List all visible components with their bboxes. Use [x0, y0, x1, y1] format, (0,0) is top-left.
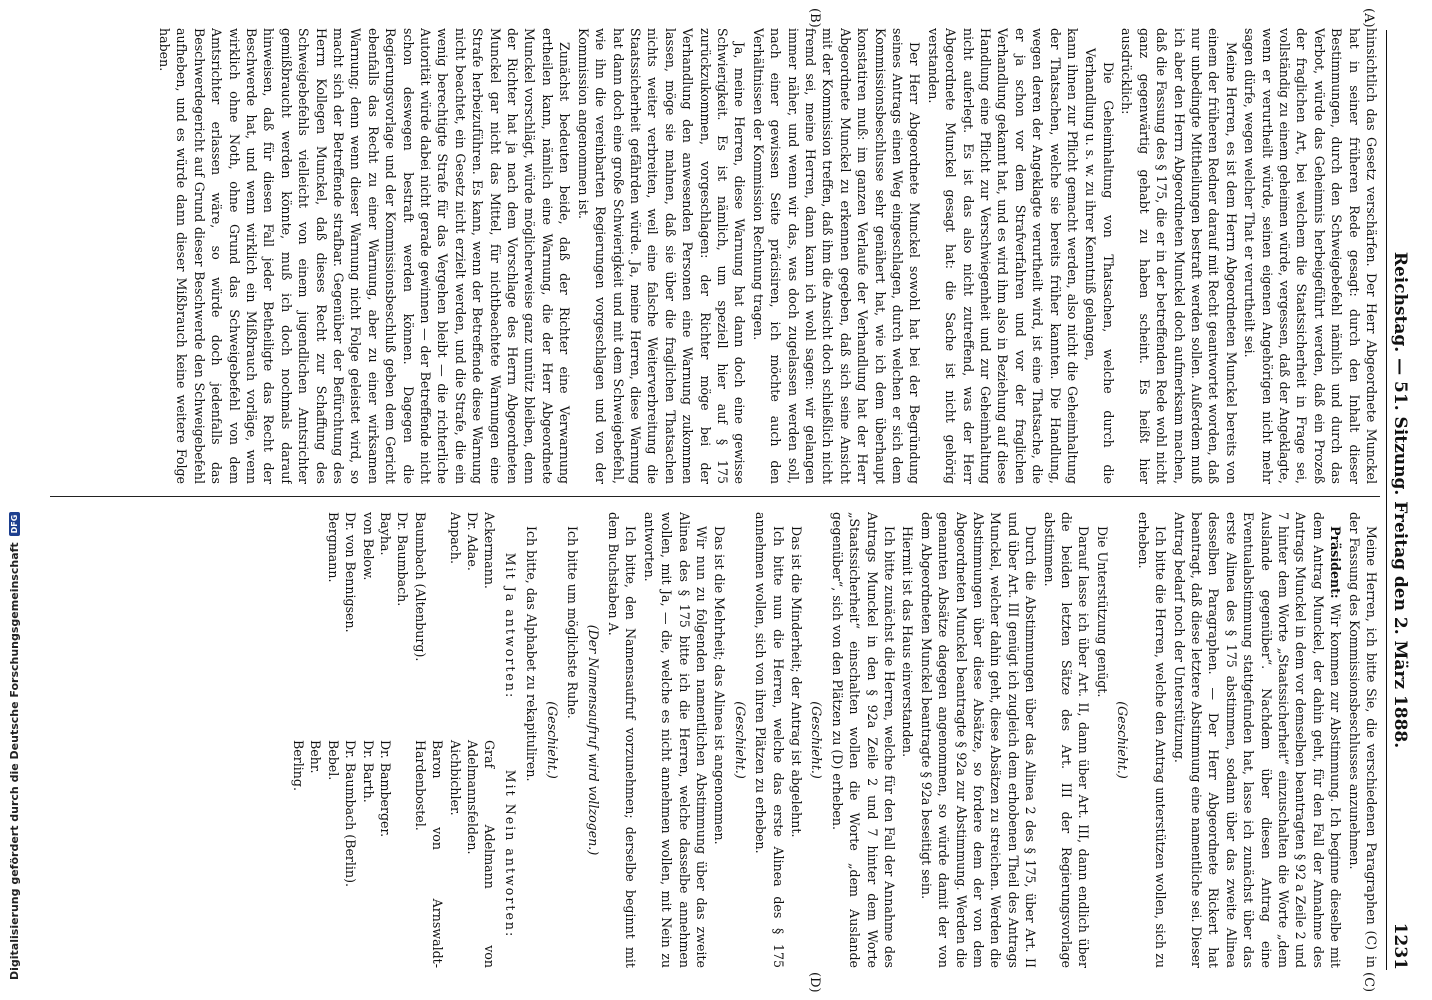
name-entry: Graf Adelmann von Adelmannsfelden.	[465, 740, 498, 968]
ja-heading: Mit Ja antworten:	[502, 552, 518, 700]
page-header	[1388, 30, 1422, 970]
marker-a: (A)	[1361, 8, 1376, 28]
stage-direction: (Geschieht.)	[732, 701, 748, 779]
name-entry: Baumbach (Altenburg).	[412, 512, 428, 662]
paragraph: Wir nun zu folgenden namentlichen Abstimmung über das zweite Alinea des § 175 bitte ich die Herren, welche dasselbe annehmen wollen, mit Ja, — die, welche es nicht annehmen wollen, mit Nein zu antworten.	[641, 512, 709, 968]
paragraph: Das ist die Mehrheit; das Alinea ist angenommen.	[712, 526, 728, 845]
name-entry: Dr. Barth.	[360, 740, 376, 803]
paragraph: kann ihnen zur Pflicht gemacht werden, also nicht die Geheimhaltung der Thatsachen, welche sie bereits früher kannten. Die Handlung, wegen deren der Angeklagte verurtheilt wird, ist eine Thatsache, die er ja schon vor dem Strafverfahren und vor der fraglichen Verhandlung gekannt hat, und es wird ihm also in Beziehung auf diese Handlung eine Pflicht zur Verschwiegenheit und zur Geheimhaltung nicht auferlegt. Es ist das also nicht zutreffend, was der Herr Abgeordnete Munckel gesagt hat: die Sache ist nicht gehörig verstanden.	[925, 28, 1081, 484]
speaker-label: Präsident:	[1328, 526, 1344, 599]
paragraph: Ich bitte um möglichste Ruhe.	[565, 526, 581, 719]
paragraph: Hiermit ist das Haus einverstanden.	[900, 526, 916, 758]
footer-text: Digitalisierung gefördert durch die Deutsche Forschungsgemeinschaft	[7, 542, 21, 980]
digitization-footer	[4, 30, 24, 990]
name-entry	[429, 512, 446, 740]
paragraph: Darauf lasse ich über Art. II, dann über Art. III, dann endlich über die beiden letzten Sätze des Art. III der Regierungsvorlage abstimmen.	[1041, 512, 1092, 968]
column-right	[60, 512, 1380, 968]
page-title: Reichstag. — 51. Sitzung. Freitag den 2. März 1888.	[1390, 251, 1410, 749]
name-entry: Dr. Bamberger.	[378, 740, 394, 838]
dfg-logo: DFG	[9, 512, 20, 537]
paragraph: Zunächst bedeuten beide, daß der Richter eine Verwarnung ertheilen kann, nämlich eine Warnung, die der Herr Abgeordnete Munckel vorschlägt, würde möglicherweise ganz unnütz bleiben, denn der Richter hat ja nach dem Vorschlage des Herrn Abgeordneten Munckel gar nicht das Mittel, für nichtbeachtete Warnungen eine Strafe herbeizuführen. Es kann, wenn der Betreffende diese Warnung nicht beachtet, ein Gesetz nicht erzielt werden, und die Strafe, die ein wenig berechtigte Strafe für das Vergehen bleibt — die richterliche Autorität würde dabei nicht gerade gewinnen — der Betreffende nicht schon deswegen bestraft werden können. Dagegen die Regierungsvorlage und der Kommissionsbeschluß geben dem Gericht ebenfalls das Recht zu einer Warnung, aber zu einer wirksamen Warnung; denn wenn dieser Warnung nicht Folge geleistet wird, so macht sich der Betreffende strafbar. Gegenüber der Befürchtung des Herrn Kollegen Munckel, daß dieses Recht zur Schaffung des Schweigebefehls vielleicht von einem jugendlichen Amtsrichter gemißbraucht werden könnte, muß ich doch nochmals darauf hinweisen, daß für diesen Fall jeder Betheiligte das Recht der Beschwerde hat, und wenn wirklich ein Mißbrauch vorläge, wenn wirklich ohne Noth, ohne Grund das Schweigebefehl von dem Amtsrichter erlassen wäre, so würde doch jedenfalls das Beschwerdegericht auf Grund dieser Beschwerde den Schweigebefehl aufheben, und es würde dann dieser Mißbrauch keine weitere Folge haben.	[156, 28, 573, 484]
paragraph: Ich bitte die Herren, welche den Antrag unterstützen wollen, sich zu erheben.	[1135, 512, 1169, 968]
name-entry: Bebel.	[325, 740, 341, 781]
name-entry: Dr. Baumbach (Berlin).	[343, 740, 359, 888]
ja-column	[290, 512, 519, 740]
stage-direction: (Der Namensaufruf wird vollzogen.)	[585, 624, 601, 856]
vote-list	[290, 512, 519, 968]
paragraph: Die Unterstützung genügt.	[1094, 526, 1110, 698]
marker-c: (C)	[1361, 972, 1376, 993]
paragraph: hinsichtlich das Gesetz verschärfen. Der Herr Abgeordnete Munckel hat in seiner früheren Rede gesagt: durch den Inhalt dieser Bestimmungen, durch den Schweigebefehl nämlich und durch das Verbot, würde das Geheimnis herbeigeführt werden, daß ein Prozeß der fraglichen Art, bei welchem die Staatssicherheit in Frage sei, vollständig zu einem geheimen würde, vergessen, daß der Angeklagte, wenn er verurtheilt würde, seinen eigenen Angehörigen nicht mehr sagen dürfe, wegen welcher That er verurtheilt sei.	[1242, 28, 1379, 484]
paragraph: Meine Herren, es ist dem Herrn Abgeordneten Munckel bereits von einem der früheren Redner darauf mit Recht geantwortet worden, daß nur unbedingte Mittheilungen bestraft werden sollen. Außerdem muß ich aber den Herrn Abgeordneten Munckel doch aufmerksam machen, daß die Fassung des § 175, die er in der betreffenden Rede wohl nicht ganz gegenwärtig gehabt zu haben scheint. Es heißt hier ausdrücklich:	[1119, 28, 1239, 484]
paragraph: Das ist die Minderheit; der Antrag ist abgelehnt.	[789, 526, 804, 838]
nein-column	[290, 740, 519, 968]
name-entry: Dr. Baumbach.	[395, 512, 411, 607]
name-entry: Dr. von Bennigsen.	[343, 512, 359, 633]
name-entry: Bergmann.	[325, 512, 341, 583]
paragraph: Meine Herren, ich bitte Sie, die verschiedenen Paragraphen (C) in der Fassung des Kommissionsbeschlusses anzunehmen.	[1346, 512, 1379, 968]
name-entry: Berling.	[291, 740, 307, 791]
marker-b: (B)	[807, 8, 822, 28]
column-left	[60, 28, 1380, 484]
marker-d: (D)	[807, 972, 822, 993]
name-entry: Baron von Arnswaldt-Hardenbostel.	[412, 740, 446, 968]
paragraph: Ja, meine Herren, diese Warnung hat dann doch eine gewisse Schwierigkeit. Es ist nämlich, um speziell hier auf § 175 zurückzukommen, vorgeschlagen: der Richter möge bei der Verhandlung den anwesenden Personen eine Warnung zukommen lassen, möge sie mahnen, daß sie über die fraglichen Thatsachen nichts weiter verbreiten, weil eine falsche Weiterverbreitung die Staatssicherheit gefährden würde. Ja, meine Herren, diese Warnung hat dann doch eine große Schwierigkeit und mit dem Schweigebefehl, wie ihn die vereinbarten Regierungen vorgeschlagen und von der Kommission angenommen ist.	[575, 28, 748, 484]
paragraph: Ich bitte, das Alphabet zu rekapituliren.	[524, 526, 540, 782]
name-entry: Dr. Adae.	[465, 512, 481, 571]
paragraph: Ich bitte zunächst die Herren, welche für den Fall der Annahme des Antrags Munckel in den § 92a Zeile 2 und 7 hinter dem Worte „Staatssicherheit“ einschalten wollen die Worte „dem Auslande gegenüber“, sich von den Plätzen zu (D) erheben.	[829, 512, 898, 968]
name-entry: Aichbichler.	[447, 740, 463, 816]
paragraph: Der Herr Abgeordnete Munckel sowohl hat bei der Begründung seines Antrags einen Weg eingeschlagen, durch welchen er sich dem Kommissionsbeschlusse sehr genähert hat, wie ich dem überhaupt konstatiren muß: im ganzen Verlaufe der Verhandlung hat der Herr Abgeordnete Munckel zu erkennen gegeben, daß sich seine Ansicht mit der Kommission treffen, daß ihm die Ansicht doch schließlich nicht fremd sei, meine Herren, dann kann ich wohl sagen: wir gelangen immer näher, und wenn wir das, was doch zugelassen werden soll, nach einer gewissen Seite präcisiren, ich möchte auch den Verhältnissen der Kommission Rechnung tragen.	[750, 28, 923, 484]
name-entry: Bayha.	[378, 512, 394, 556]
page-number: 1231	[1390, 922, 1410, 970]
name-entry: Anpach.	[447, 512, 463, 564]
name-entry	[394, 740, 411, 968]
paragraph: Ich bitte nun die Herren, welche das erste Alinea des § 175 annehmen wollen, sich von ihren Plätzen zu erheben.	[753, 512, 786, 968]
name-entry: Behr.	[308, 740, 324, 774]
stage-direction: (Geschieht.)	[544, 701, 560, 779]
paragraph: Ich bitte, den Namensaufruf vorzunehmen; derselbe beginnt mit dem Buchstaben A.	[605, 512, 639, 968]
nein-heading: Mit Nein antworten:	[502, 769, 518, 939]
name-entry: von Below.	[360, 512, 376, 581]
stage-direction: (Geschieht.)	[1115, 701, 1131, 779]
column-divider	[50, 496, 1380, 497]
paragraph: Durch die Abstimmungen über das Alinea 2 des § 175, über Art. II und über Art. III genügt ich zugleich dem erhobenen Theil des Antrags Munckel, welcher dahin geht, diese Absätzen zu streichen. Werden die Abstimmungen über diese Absätze, so fordere dem der von dem Abgeordneten Munckel beantragte § 92a zur Abstimmung. Werden die genannten Absätze dagegen angenommen, so würde damit der von dem Abgeordneten Munckel beantragte § 92a beseitigt sein.	[918, 512, 1039, 968]
stage-direction: (Geschieht.)	[809, 701, 825, 779]
quoted-paragraph: Die Geheimhaltung von Thatsachen, welche durch die Verhandlung u. s. w. zu ihrer Kenntniß gelangen,	[1083, 48, 1116, 484]
speech-text: Wir kommen zur Abstimmung. Ich beginne dieselbe mit dem Antrag Munckel, der dahin geht, für den Fall der Annahme des Antrags Munckel in dem vor demselben beantragten § 92 a Zeile 2 und 7 hinter dem Worte „Staatssicherheit“ einzuschalten die Worte „dem Auslande gegenüber“. Nachdem über diesen Antrag eine Eventualabstimmung stattgefunden hat, lasse ich zunächst über das erste Alinea des § 175 abstimmen, sodann über das zweite Alinea desselben Paragraphen. — Der Herr Abgeordnete Rickert hat beantragt, daß diese letztere Abstimmung eine namentliche sei. Dieser Antrag bedarf noch der Unterstützung.	[1171, 512, 1344, 968]
name-entry: Ackermann.	[482, 512, 498, 589]
header-rule	[1386, 30, 1387, 970]
